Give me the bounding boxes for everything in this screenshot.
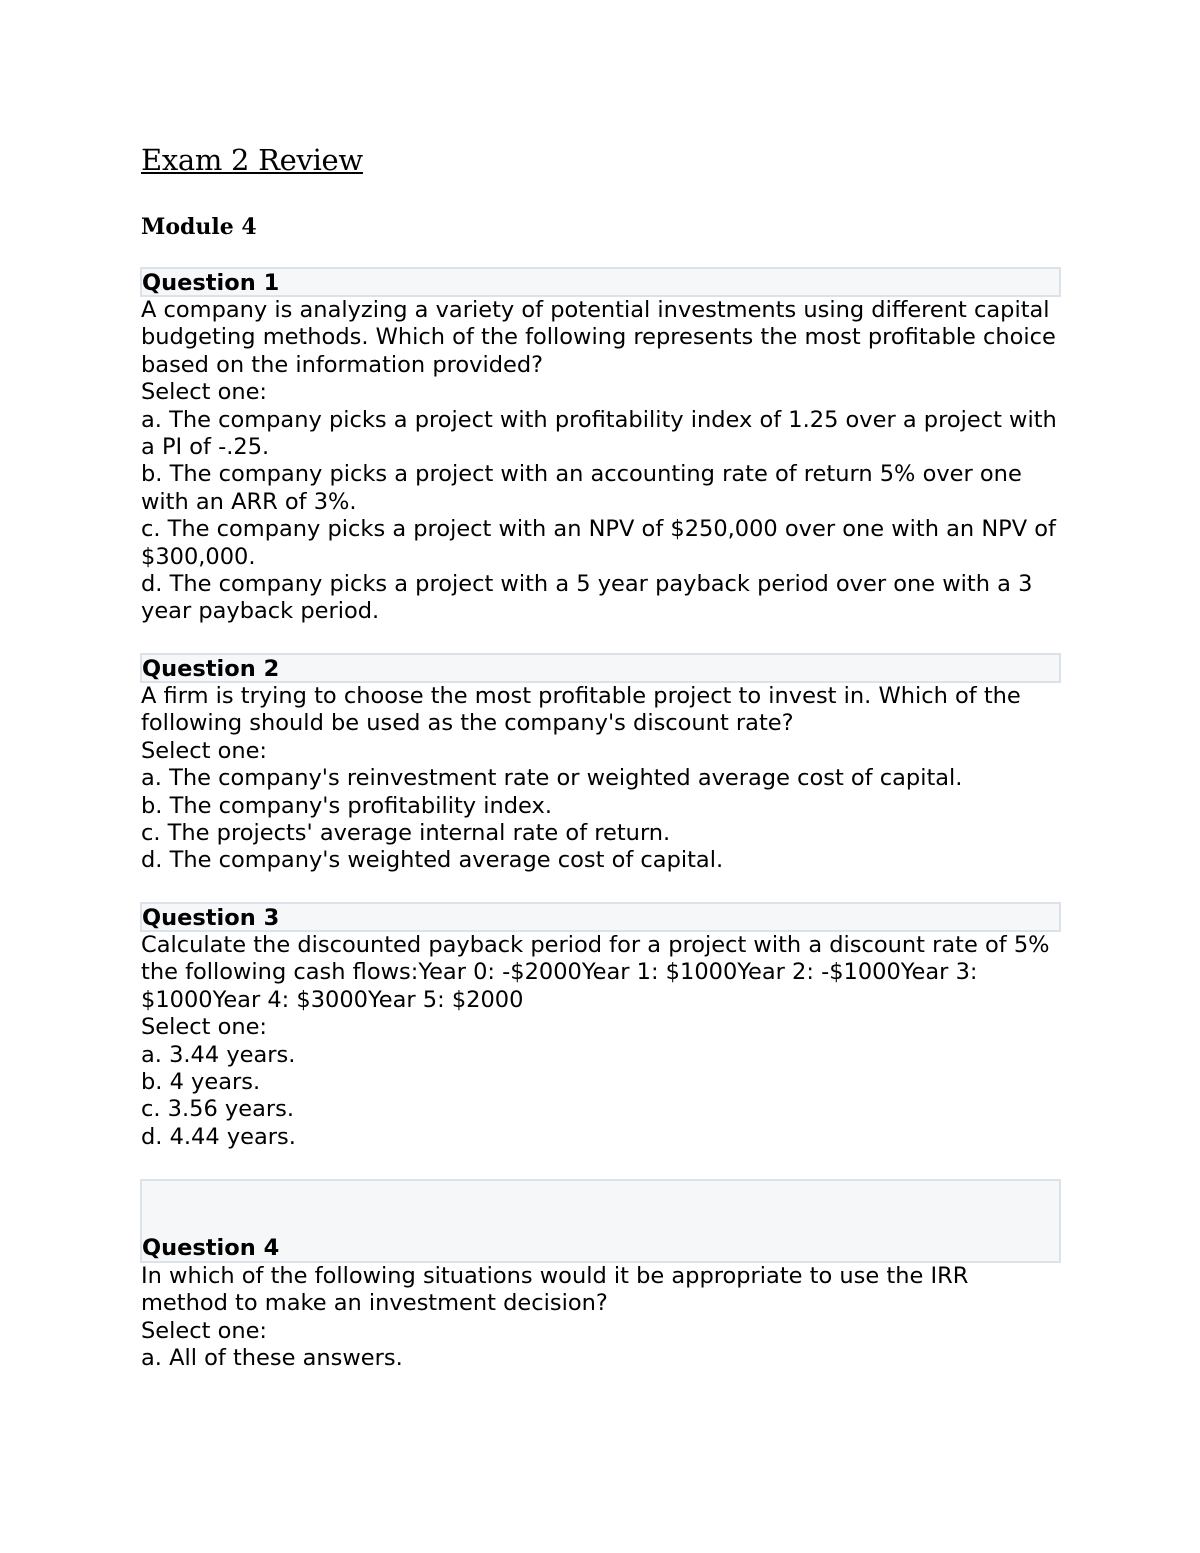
answer-option[interactable]: c. The projects' average internal rate of return. <box>141 820 671 847</box>
question-body <box>141 932 1061 1151</box>
question-label: Question 4 <box>142 1235 280 1261</box>
question-header <box>140 267 1061 297</box>
answer-option[interactable]: d. The company's weighted average cost of capital. <box>141 847 724 874</box>
question-body <box>141 1263 1061 1373</box>
question-prompt: Calculate the discounted payback period for a project with a discount rate of 5% the following cash flows:Year 0: -$2000Year 1: $1000Year 2: -$1000Year 3: $1000Year 4: $3000Year 5: $2000 <box>141 932 1050 1013</box>
question-label: Question 1 <box>142 270 280 296</box>
question-header <box>140 902 1061 932</box>
answer-option[interactable]: d. The company picks a project with a 5 year payback period over one with a 3 year payback period. <box>141 571 1033 625</box>
question-header <box>140 1179 1061 1263</box>
answer-option[interactable]: b. 4 years. <box>141 1069 261 1096</box>
question-prompt: A company is analyzing a variety of potential investments using different capital budgeting methods. Which of the following represents the most profitable choice based on the information provided? <box>141 297 1056 378</box>
select-one-label: Select one: <box>141 1317 268 1344</box>
question-label: Question 3 <box>142 905 280 931</box>
question-3 <box>141 902 1061 1151</box>
document-page <box>141 140 1061 1372</box>
module-heading: Module 4 <box>141 214 257 240</box>
answer-option[interactable]: a. The company's reinvestment rate or weighted average cost of capital. <box>141 765 963 792</box>
answer-option[interactable]: b. The company picks a project with an accounting rate of return 5% over one with an ARR of 3%. <box>141 461 1022 515</box>
question-prompt: In which of the following situations would it be appropriate to use the IRR method to make an investment decision? <box>141 1263 969 1317</box>
answer-option[interactable]: a. 3.44 years. <box>141 1041 296 1068</box>
question-1 <box>141 267 1061 626</box>
answer-option[interactable]: c. The company picks a project with an NPV of $250,000 over one with an NPV of $300,000. <box>141 516 1056 570</box>
answer-option[interactable]: c. 3.56 years. <box>141 1096 294 1123</box>
document-title: Exam 2 Review <box>141 143 363 177</box>
answer-option[interactable]: a. The company picks a project with profitability index of 1.25 over a project with a PI of -.25. <box>141 406 1057 461</box>
question-4 <box>141 1179 1061 1373</box>
question-header <box>140 653 1061 683</box>
question-body <box>141 683 1061 875</box>
question-label: Question 2 <box>142 656 280 682</box>
select-one-label: Select one: <box>141 737 268 764</box>
select-one-label: Select one: <box>141 379 268 406</box>
answer-option[interactable]: d. 4.44 years. <box>141 1123 296 1150</box>
select-one-label: Select one: <box>141 1014 268 1041</box>
question-body <box>141 297 1061 626</box>
answer-option[interactable]: b. The company's profitability index. <box>141 792 552 819</box>
question-2 <box>141 653 1061 875</box>
question-prompt: A firm is trying to choose the most profitable project to invest in. Which of the following should be used as the company's discount rate? <box>141 683 1021 737</box>
answer-option[interactable]: a. All of these answers. <box>141 1345 403 1372</box>
